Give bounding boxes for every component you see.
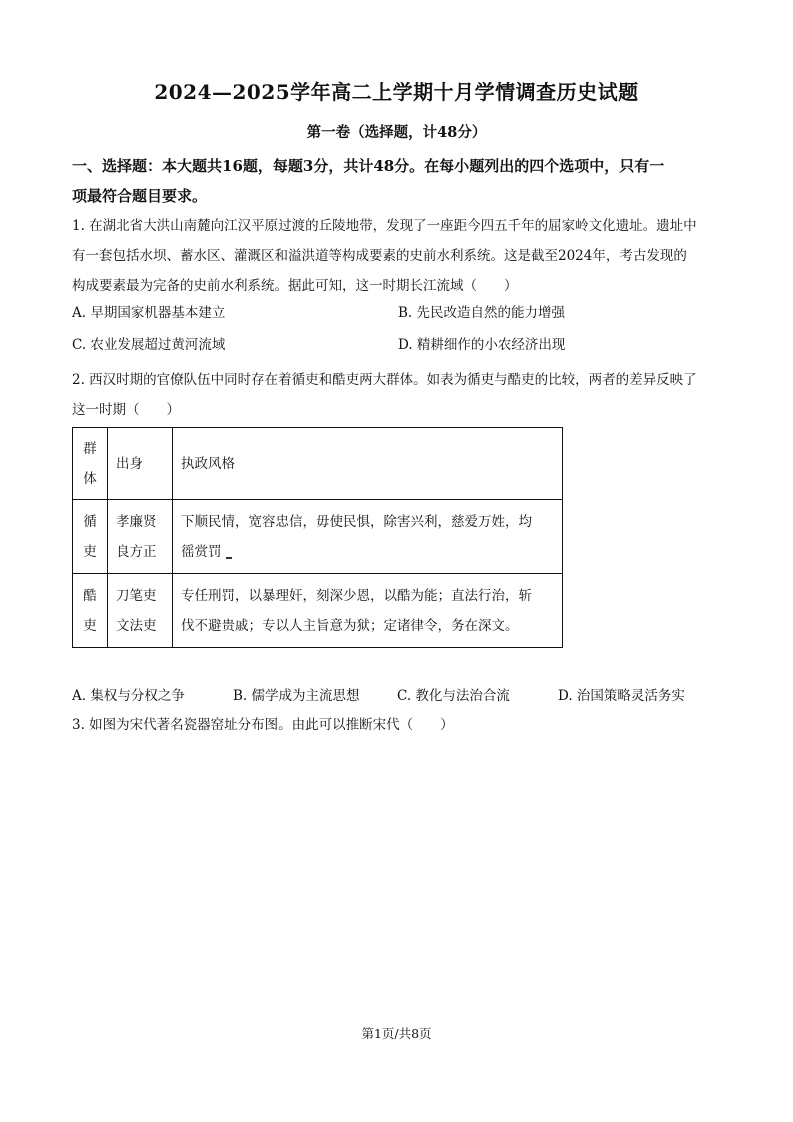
group-cell: 酷 吏 xyxy=(73,574,108,648)
header-origin-cell: 出身 xyxy=(108,428,173,500)
exam-title: 2024—2025学年高二上学期十月学情调查历史试题 xyxy=(154,80,639,104)
header-style-cell: 执政风格 xyxy=(173,428,563,500)
table-row xyxy=(73,574,563,648)
comparison-table xyxy=(72,427,563,648)
part-title: 第一卷（选择题，计48分） xyxy=(306,124,487,141)
q2-option-c[interactable]: C. 教化与法治合流 xyxy=(397,688,510,704)
q1-option-a[interactable]: A. 早期国家机器基本建立 xyxy=(72,305,226,321)
q1-option-c[interactable]: C. 农业发展超过黄河流域 xyxy=(72,337,226,353)
group-cell: 循 吏 xyxy=(73,500,108,574)
q1-option-d[interactable]: D. 精耕细作的小农经济出现 xyxy=(398,337,566,353)
question-2-line: 2. 西汉时期的官僚队伍中同时存在着循吏和酷吏两大群体。如表为循吏与酷吏的比较，两者的差异反映了 xyxy=(72,372,697,388)
table-row xyxy=(73,500,563,574)
section-heading-line: 项最符合题目要求。 xyxy=(72,187,208,205)
style-cell: 专任刑罚，以暴理奸，刻深少恩，以酷为能；直法行治，斩 伐不避贵戚；专以人主旨意为狱；定诸律令，务在深文。 xyxy=(173,574,563,648)
section-heading xyxy=(72,151,732,211)
style-cell: 下顺民情，宽容忠信，毋使民惧，除害兴利，慈爱万姓，均 徭赏罚 xyxy=(173,500,563,574)
page-footer: 第1页/共8页 xyxy=(361,1026,432,1041)
origin-cell: 孝廉贤 良方正 xyxy=(108,500,173,574)
question-1-options-row xyxy=(72,301,732,331)
question-3 xyxy=(72,710,732,740)
question-1-line: 有一套包括水坝、蓄水区、灌溉区和溢洪道等构成要素的史前水利系统。这是截至2024年，考古发现的 xyxy=(72,248,687,264)
origin-cell: 刀笔吏 文法吏 xyxy=(108,574,173,648)
q2-option-a[interactable]: A. 集权与分权之争 xyxy=(72,688,185,704)
q1-option-b[interactable]: B. 先民改造自然的能力增强 xyxy=(398,305,566,321)
question-2 xyxy=(72,365,732,425)
section-heading-line: 一、选择题：本大题共16题，每题3分，共计48分。在每小题列出的四个选项中，只有一 xyxy=(72,157,665,175)
question-1-line: 构成要素最为完备的史前水利系统。据此可知，这一时期长江流域（ ） xyxy=(72,278,518,294)
underline-mark xyxy=(226,557,232,559)
question-3-line: 3. 如图为宋代著名瓷器窑址分布图。由此可以推断宋代（ ） xyxy=(72,717,454,733)
header-group-cell: 群 体 xyxy=(73,428,108,500)
q2-option-d[interactable]: D. 治国策略灵活务实 xyxy=(558,688,685,704)
table-header-row xyxy=(73,428,563,500)
question-1-line: 1. 在湖北省大洪山南麓向江汉平原过渡的丘陵地带，发现了一座距今四五千年的屈家岭文化遗址。遗址中 xyxy=(72,218,697,234)
question-1 xyxy=(72,211,732,301)
question-1-options-row xyxy=(72,333,732,363)
question-2-line: 这一时期（ ） xyxy=(72,402,180,418)
q2-option-b[interactable]: B. 儒学成为主流思想 xyxy=(233,688,360,704)
